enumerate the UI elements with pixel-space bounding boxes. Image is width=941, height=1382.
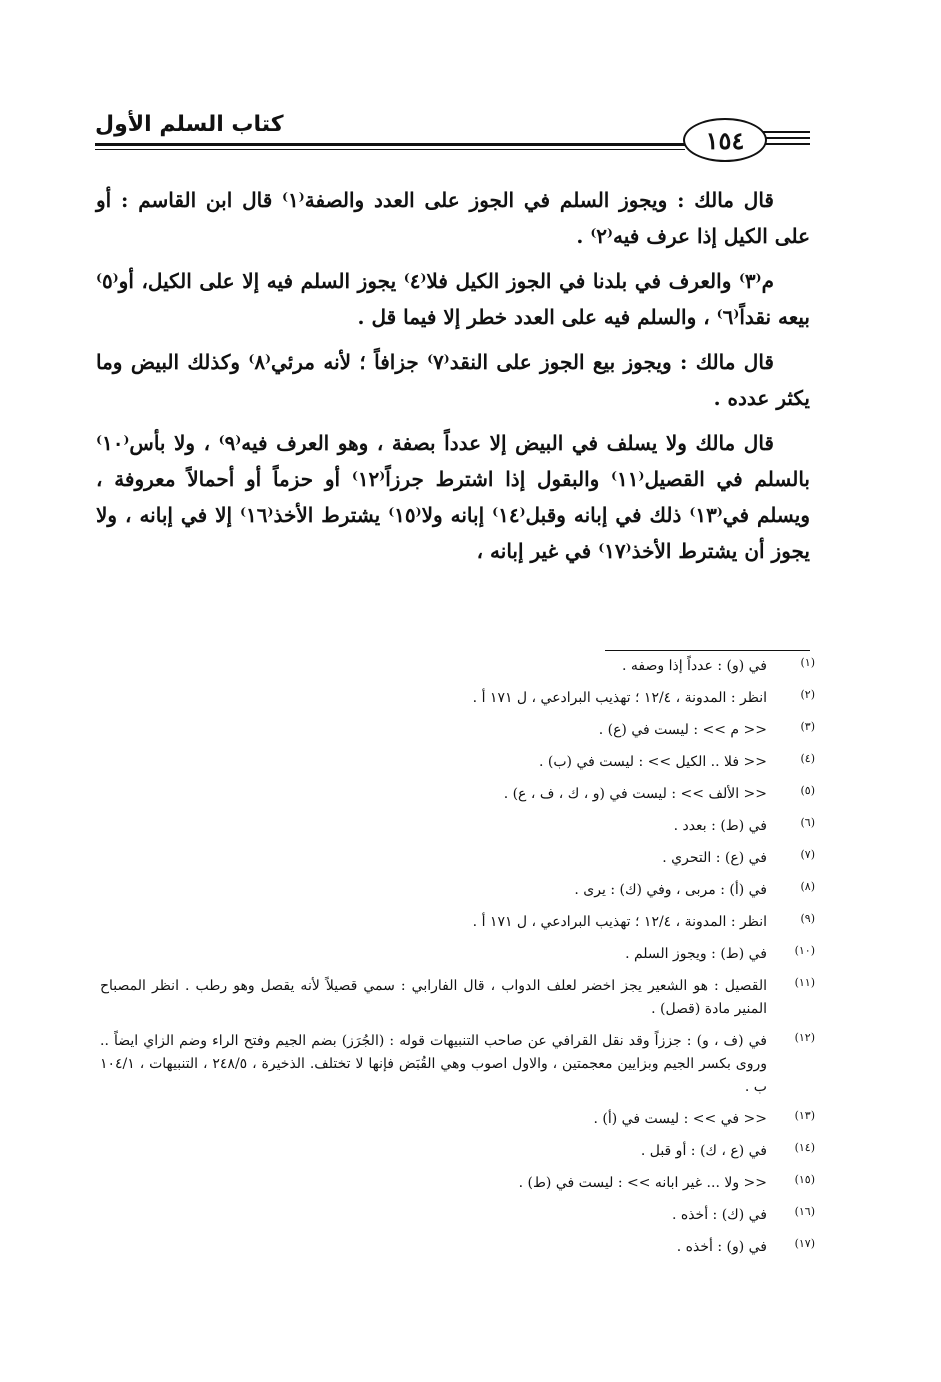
paragraph: قال مالك : ويجوز السلم في الجوز على العدد والصفة⁽١⁾ قال ابن القاسم : أو على الكيل إذا عرف فيه⁽٢⁾ . (96, 188, 810, 248)
footnote-number: (٤) (800, 752, 815, 765)
footnote (100, 911, 815, 934)
footnote-text: في (و) : عدداً إذا وصفه . (622, 658, 767, 674)
footnote-text: في (ط) : ويجوز السلم . (625, 946, 767, 962)
footnote (100, 847, 815, 870)
page-number: ١٥٤ (683, 118, 767, 162)
header-rule-thin (95, 149, 685, 150)
footnote-number: (٥) (800, 784, 815, 797)
footnote-number: (٨) (800, 880, 815, 893)
footnote (100, 1172, 815, 1195)
footnote-number: (٣) (800, 720, 815, 733)
running-header-title: كتاب السلم الأول (95, 112, 284, 137)
footnote (100, 1140, 815, 1163)
footnote-text: في (ط) : بعدد . (673, 818, 767, 834)
paragraph: م⁽٣⁾ والعرف في بلدنا في الجوز الكيل فلا⁽٤⁾ يجوز السلم فيه إلا على الكيل، أو⁽٥⁾ بيعه نقداً⁽٦⁾ ، والسلم فيه على العدد خطر إلا فيما قل . (96, 269, 810, 329)
footnote (100, 719, 815, 742)
footnote-text: في (و) : أخذه . (676, 1239, 767, 1255)
footnote (100, 943, 815, 966)
footnote-number: (١٧) (794, 1237, 815, 1250)
paragraph: قال مالك ولا يسلف في البيض إلا عدداً بصفة ، وهو العرف فيه⁽٩⁾ ، ولا بأس⁽١٠⁾ بالسلم في القصيل⁽١١⁾ والبقول إذا اشترط جرزاً⁽١٢⁾ أو حزماً أو أحمالاً معروفة ، ويسلم في⁽١٣⁾ ذلك في إبانه وقبل⁽١٤⁾ إبانه ولا⁽١٥⁾ يشترط الأخذ⁽١٦⁾ إلا في إبانه ، ولا يجوز أن يشترط الأخذ⁽١٧⁾ في غير إبانه ، (96, 431, 810, 563)
footnote-text: في (ف ، و) : جززاً وقد نقل القرافي عن صاحب التنبيهات قوله : (الجُرَز) بضم الجيم وفتح الراء وضم الزاي ايضاً .. وروى بكسر الجيم وبزايين معجمتين ، والاول اصوب وهي القُبَض فإنها لا تختلف. الذخيرة ، ٢٤٨/٥ ، التنبيهات ، ١٠٤/١ ب . (100, 1033, 767, 1095)
footnote (100, 1108, 815, 1131)
footnote-text: << فلا .. الكيل >> : ليست في (ب) . (539, 754, 767, 770)
footnote (100, 815, 815, 838)
footnote (100, 783, 815, 806)
footnote-number: (١٠) (794, 944, 815, 957)
footnote (100, 751, 815, 774)
footnote-number: (١٤) (794, 1141, 815, 1154)
header-ornament-line (760, 137, 810, 139)
header-ornament-line (760, 143, 810, 145)
footnote (100, 655, 815, 678)
footnote-text: << م >> : ليست في (ع) . (598, 722, 767, 738)
footnote-text: في (ع) : التحري . (662, 850, 767, 866)
footnote-text: << في >> : ليست في (أ) . (593, 1111, 767, 1127)
footnote-number: (٩) (800, 912, 815, 925)
footnote-text: في (ك) : أخذه . (671, 1207, 767, 1223)
footnote-number: (١٥) (794, 1173, 815, 1186)
header-ornament-line (760, 131, 810, 133)
footnote-number: (٢) (800, 688, 815, 701)
footnote-text: << الألف >> : ليست في (و ، ك ، ف ، ع) . (503, 786, 767, 802)
footnote-number: (١٢) (794, 1031, 815, 1044)
footnote-text: في (ع ، ك) : أو قبل . (640, 1143, 767, 1159)
footnote-number: (٦) (800, 816, 815, 829)
main-text (96, 182, 810, 578)
footnote (100, 1030, 815, 1099)
footnote (100, 1236, 815, 1259)
footnote-number: (١) (800, 656, 815, 669)
footnote-text: انظر : المدونة ، ١٢/٤ ؛ تهذيب البرادعي ، ل ١٧١ أ . (472, 690, 767, 706)
footnote-text: انظر : المدونة ، ١٢/٤ ؛ تهذيب البرادعي ، ل ١٧١ أ . (472, 914, 767, 930)
footnote-number: (١٦) (794, 1205, 815, 1218)
footnote-number: (٧) (800, 848, 815, 861)
footnote-text: في (أ) : مربى ، وفي (ك) : يرى . (574, 882, 767, 898)
footnotes (100, 655, 815, 1268)
footnote-text: القصيل : هو الشعير يجز اخضر لعلف الدواب ، قال الفارابي : سمي قصيلاً لأنه يقصل وهو رطب . انظر المصباح المنير مادة (قصل) . (100, 978, 767, 1017)
footnote-separator (605, 650, 810, 651)
footnote-text: << ولا ... غير ابانه >> : ليست في (ط) . (518, 1175, 767, 1191)
footnote (100, 1204, 815, 1227)
paragraph: قال مالك : ويجوز بيع الجوز على النقد⁽٧⁾ جزافاً ؛ لأنه مرئي⁽٨⁾ وكذلك البيض وما يكثر عدده . (96, 350, 810, 410)
footnote (100, 879, 815, 902)
header-rule (95, 143, 685, 146)
footnote-number: (١٣) (794, 1109, 815, 1122)
footnote (100, 975, 815, 1021)
footnote-number: (١١) (794, 976, 815, 989)
footnote (100, 687, 815, 710)
